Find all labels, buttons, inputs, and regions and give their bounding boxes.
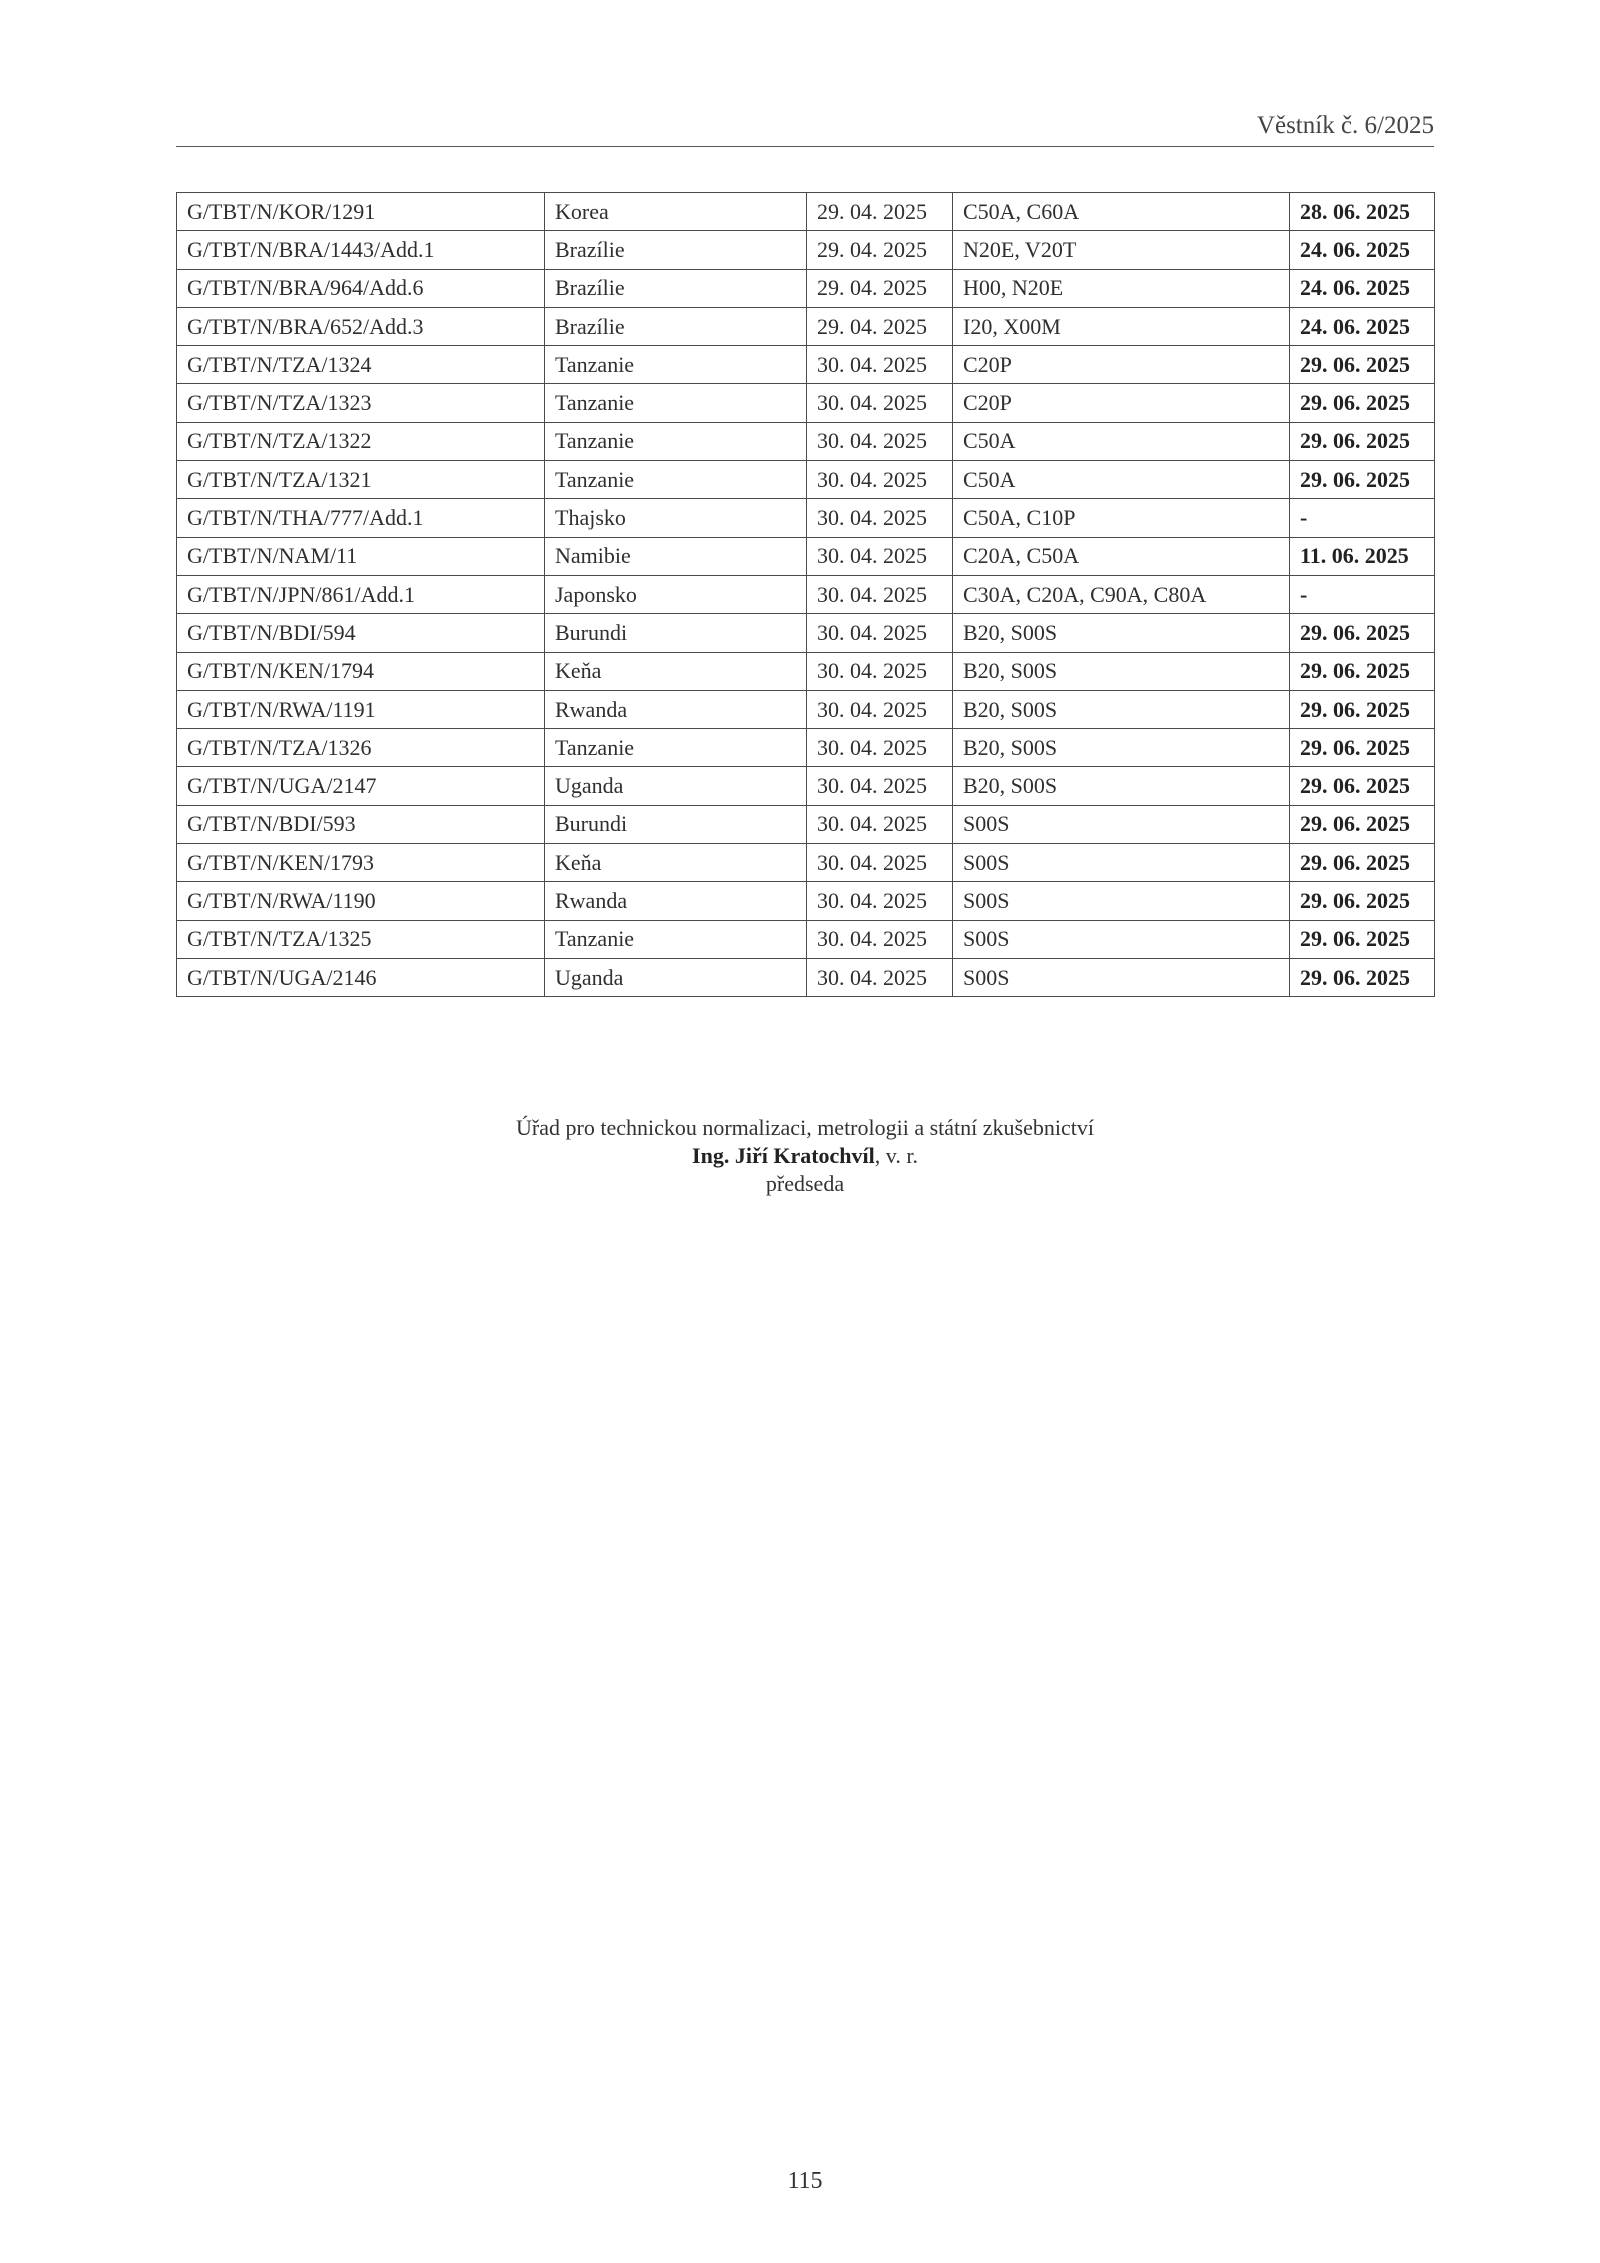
codes-cell: C50A, C10P (953, 499, 1290, 537)
codes-cell: S00S (953, 920, 1290, 958)
country-cell: Keňa (545, 844, 807, 882)
notification-ref-cell: G/TBT/N/TZA/1324 (177, 346, 545, 384)
table-row (177, 690, 1435, 728)
country-cell: Tanzanie (545, 920, 807, 958)
country-cell: Korea (545, 193, 807, 231)
table-row (177, 729, 1435, 767)
notification-ref-cell: G/TBT/N/JPN/861/Add.1 (177, 575, 545, 613)
country-cell: Tanzanie (545, 461, 807, 499)
codes-cell: S00S (953, 805, 1290, 843)
codes-cell: S00S (953, 844, 1290, 882)
table-row (177, 537, 1435, 575)
country-cell: Burundi (545, 805, 807, 843)
date-cell: 30. 04. 2025 (807, 920, 953, 958)
signatory-suffix: , v. r. (874, 1143, 918, 1168)
table-row (177, 499, 1435, 537)
codes-cell: I20, X00M (953, 307, 1290, 345)
date-cell: 30. 04. 2025 (807, 422, 953, 460)
deadline-cell: - (1290, 575, 1435, 613)
notification-ref-cell: G/TBT/N/TZA/1323 (177, 384, 545, 422)
date-cell: 29. 04. 2025 (807, 269, 953, 307)
deadline-cell: 29. 06. 2025 (1290, 920, 1435, 958)
codes-cell: B20, S00S (953, 767, 1290, 805)
table-row (177, 805, 1435, 843)
table-row (177, 384, 1435, 422)
codes-cell: B20, S00S (953, 690, 1290, 728)
notification-ref-cell: G/TBT/N/TZA/1322 (177, 422, 545, 460)
codes-cell: C30A, C20A, C90A, C80A (953, 575, 1290, 613)
date-cell: 30. 04. 2025 (807, 384, 953, 422)
country-cell: Thajsko (545, 499, 807, 537)
date-cell: 30. 04. 2025 (807, 461, 953, 499)
country-cell: Brazílie (545, 231, 807, 269)
codes-cell: C50A (953, 461, 1290, 499)
country-cell: Tanzanie (545, 422, 807, 460)
table-row (177, 614, 1435, 652)
codes-cell: C50A (953, 422, 1290, 460)
notification-ref-cell: G/TBT/N/TZA/1326 (177, 729, 545, 767)
table-row (177, 269, 1435, 307)
codes-cell: C20P (953, 384, 1290, 422)
deadline-cell: 29. 06. 2025 (1290, 461, 1435, 499)
codes-cell: H00, N20E (953, 269, 1290, 307)
deadline-cell: 29. 06. 2025 (1290, 844, 1435, 882)
table-row (177, 920, 1435, 958)
date-cell: 30. 04. 2025 (807, 958, 953, 996)
codes-cell: C20P (953, 346, 1290, 384)
deadline-cell: 24. 06. 2025 (1290, 231, 1435, 269)
notification-ref-cell: G/TBT/N/KEN/1793 (177, 844, 545, 882)
deadline-cell: 29. 06. 2025 (1290, 690, 1435, 728)
table-row (177, 575, 1435, 613)
deadline-cell: 29. 06. 2025 (1290, 729, 1435, 767)
notification-ref-cell: G/TBT/N/KOR/1291 (177, 193, 545, 231)
codes-cell: N20E, V20T (953, 231, 1290, 269)
notification-ref-cell: G/TBT/N/BRA/1443/Add.1 (177, 231, 545, 269)
notification-ref-cell: G/TBT/N/UGA/2147 (177, 767, 545, 805)
codes-cell: C20A, C50A (953, 537, 1290, 575)
deadline-cell: 11. 06. 2025 (1290, 537, 1435, 575)
country-cell: Brazílie (545, 307, 807, 345)
country-cell: Tanzanie (545, 384, 807, 422)
date-cell: 30. 04. 2025 (807, 346, 953, 384)
office-name: Úřad pro technickou normalizaci, metrologii a státní zkušebnictví (516, 1115, 1094, 1140)
codes-cell: B20, S00S (953, 614, 1290, 652)
deadline-cell: 29. 06. 2025 (1290, 882, 1435, 920)
country-cell: Brazílie (545, 269, 807, 307)
deadline-cell: 28. 06. 2025 (1290, 193, 1435, 231)
date-cell: 29. 04. 2025 (807, 307, 953, 345)
notifications-table (176, 192, 1435, 997)
table-row (177, 844, 1435, 882)
deadline-cell: 29. 06. 2025 (1290, 767, 1435, 805)
notification-ref-cell: G/TBT/N/RWA/1191 (177, 690, 545, 728)
date-cell: 30. 04. 2025 (807, 614, 953, 652)
table-row (177, 461, 1435, 499)
deadline-cell: 29. 06. 2025 (1290, 422, 1435, 460)
table-row (177, 422, 1435, 460)
date-cell: 30. 04. 2025 (807, 499, 953, 537)
country-cell: Namibie (545, 537, 807, 575)
country-cell: Uganda (545, 767, 807, 805)
country-cell: Keňa (545, 652, 807, 690)
notification-ref-cell: G/TBT/N/THA/777/Add.1 (177, 499, 545, 537)
date-cell: 30. 04. 2025 (807, 690, 953, 728)
country-cell: Rwanda (545, 690, 807, 728)
notification-ref-cell: G/TBT/N/BDI/593 (177, 805, 545, 843)
date-cell: 30. 04. 2025 (807, 652, 953, 690)
codes-cell: C50A, C60A (953, 193, 1290, 231)
notification-ref-cell: G/TBT/N/NAM/11 (177, 537, 545, 575)
date-cell: 29. 04. 2025 (807, 193, 953, 231)
notification-ref-cell: G/TBT/N/KEN/1794 (177, 652, 545, 690)
notification-ref-cell: G/TBT/N/TZA/1325 (177, 920, 545, 958)
notification-ref-cell: G/TBT/N/UGA/2146 (177, 958, 545, 996)
signatory-line (176, 1142, 1434, 1170)
country-cell: Japonsko (545, 575, 807, 613)
table-row (177, 958, 1435, 996)
deadline-cell: 29. 06. 2025 (1290, 346, 1435, 384)
signature-block (176, 1114, 1434, 1198)
table-row (177, 652, 1435, 690)
date-cell: 30. 04. 2025 (807, 882, 953, 920)
notification-ref-cell: G/TBT/N/BDI/594 (177, 614, 545, 652)
table-row (177, 231, 1435, 269)
country-cell: Burundi (545, 614, 807, 652)
notification-ref-cell: G/TBT/N/BRA/652/Add.3 (177, 307, 545, 345)
notification-ref-cell: G/TBT/N/RWA/1190 (177, 882, 545, 920)
table-row (177, 882, 1435, 920)
bulletin-title: Věstník č. 6/2025 (1256, 112, 1434, 139)
deadline-cell: 29. 06. 2025 (1290, 384, 1435, 422)
date-cell: 30. 04. 2025 (807, 767, 953, 805)
page-number: 115 (787, 2168, 823, 2194)
country-cell: Tanzanie (545, 346, 807, 384)
deadline-cell: 29. 06. 2025 (1290, 614, 1435, 652)
deadline-cell: - (1290, 499, 1435, 537)
deadline-cell: 24. 06. 2025 (1290, 307, 1435, 345)
deadline-cell: 29. 06. 2025 (1290, 805, 1435, 843)
date-cell: 30. 04. 2025 (807, 729, 953, 767)
signatory-name: Ing. Jiří Kratochvíl (692, 1143, 875, 1168)
date-cell: 30. 04. 2025 (807, 805, 953, 843)
notification-ref-cell: G/TBT/N/TZA/1321 (177, 461, 545, 499)
codes-cell: S00S (953, 882, 1290, 920)
table-row (177, 193, 1435, 231)
table-row (177, 346, 1435, 384)
country-cell: Rwanda (545, 882, 807, 920)
codes-cell: B20, S00S (953, 729, 1290, 767)
deadline-cell: 29. 06. 2025 (1290, 652, 1435, 690)
notifications-table-body (177, 193, 1435, 997)
date-cell: 29. 04. 2025 (807, 231, 953, 269)
page-header (176, 110, 1434, 147)
notification-ref-cell: G/TBT/N/BRA/964/Add.6 (177, 269, 545, 307)
deadline-cell: 29. 06. 2025 (1290, 958, 1435, 996)
date-cell: 30. 04. 2025 (807, 575, 953, 613)
table-row (177, 307, 1435, 345)
deadline-cell: 24. 06. 2025 (1290, 269, 1435, 307)
signatory-role: předseda (765, 1171, 845, 1196)
date-cell: 30. 04. 2025 (807, 537, 953, 575)
country-cell: Uganda (545, 958, 807, 996)
date-cell: 30. 04. 2025 (807, 844, 953, 882)
codes-cell: B20, S00S (953, 652, 1290, 690)
country-cell: Tanzanie (545, 729, 807, 767)
table-row (177, 767, 1435, 805)
codes-cell: S00S (953, 958, 1290, 996)
